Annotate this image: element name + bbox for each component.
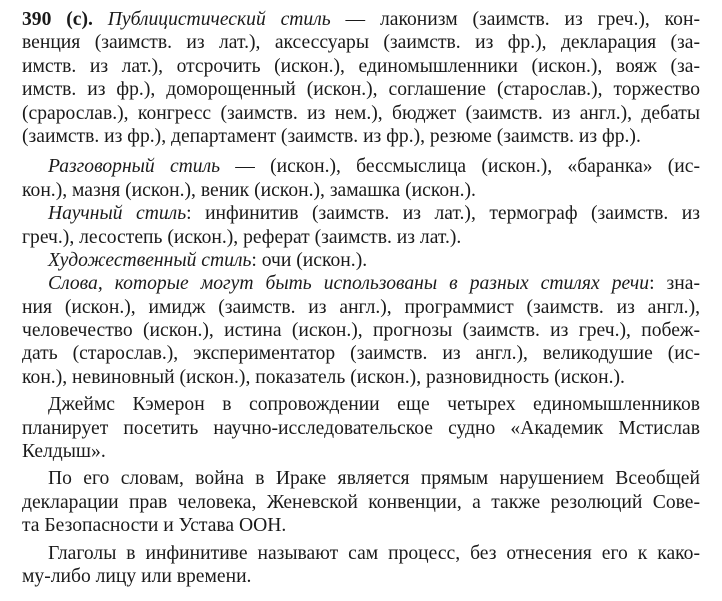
style-label-scientific: Научный стиль [48, 203, 187, 225]
sentence-1-line-3: Келдыш». [22, 441, 106, 463]
exercise-block [22, 8, 700, 148]
exercise-line-6: (заимств. из фр.), департамент (заимств. из фр.), резюме (заимств. из фр.). [22, 125, 641, 147]
sentence-paragraph-1 [22, 393, 700, 463]
scientific-line-1 [22, 202, 700, 225]
colloquial-line-1 [22, 155, 700, 178]
neutral-line-4: дать (старослав.), экспериментатор (заимств. из англ.), великодушие (ис- [22, 343, 700, 365]
exercise-line-4: имств. из фр.), доморощенный (искон.), соглашение (старослав.), торжество [22, 79, 700, 101]
style-label-publicist: Публицистический стиль [107, 9, 331, 30]
neutral-line-3: человечество (искон.), истина (искон.), прогнозы (заимств. из греч.), побеж- [22, 320, 700, 342]
sentence-3-line-2: му-либо лицу или времени. [22, 565, 252, 587]
neutral-line-1 [22, 272, 700, 295]
sentence-paragraph-3 [22, 542, 700, 589]
sentence-1-line-1: Джеймс Кэмерон в сопровождении еще четырех единомышленников [48, 394, 700, 416]
scientific-line-2: греч.), лесостепь (искон.), реферат (заимств. из лат.). [22, 226, 462, 248]
answer-text: : очи (искон.). [251, 249, 368, 271]
style-block-colloquial [22, 155, 700, 202]
answer-text: — лаконизм (заимств. из греч.), кон- [330, 9, 700, 30]
style-label-artistic: Художественный стиль [48, 249, 252, 271]
exercise-line-3: имств. из лат.), отсрочить (искон.), единомышленники (искон.), вояж (за- [22, 55, 700, 77]
style-label-colloquial: Разговорный стиль [48, 156, 221, 178]
exercise-number: 390 (с). [22, 9, 93, 30]
sentence-2-line-1: По его словам, война в Ираке является прямым нарушением Всеобщей [48, 468, 700, 490]
colloquial-line-2: кон.), мазня (искон.), веник (искон.), замашка (искон.). [22, 179, 476, 201]
exercise-line-2: венция (заимств. из лат.), аксессуары (заимств. из фр.), декларация (за- [22, 32, 700, 54]
answer-text: : инфинитив (заимств. из лат.), термограф (заимств. из [186, 203, 700, 225]
style-block-neutral [22, 272, 700, 389]
neutral-line-2: ния (искон.), имидж (заимств. из англ.), программист (заимств. из англ.), [22, 296, 700, 318]
style-label-neutral: Слова, которые могут быть использованы в разных стилях речи [48, 273, 650, 295]
answer-text: — (искон.), бессмыслица (искон.), «баранка» (ис- [220, 156, 701, 178]
exercise-line-5: (срарослав.), конгресс (заимств. из нем.), бюджет (заимств. из англ.), дебаты [22, 102, 700, 124]
sentence-2-line-2: декларации прав человека, Женевской конвенции, а также резолюций Сове- [22, 491, 700, 513]
answer-text: : зна- [649, 273, 700, 295]
sentence-1-line-2: планирует посетить научно-исследовательское судно «Академик Мстислав [22, 417, 700, 439]
sentence-paragraph-2 [22, 467, 700, 537]
sentence-3-line-1: Глаголы в инфинитиве называют сам процесс, без отнесения его к како- [48, 542, 700, 564]
style-block-scientific [22, 202, 700, 249]
exercise-line-1 [22, 8, 700, 31]
neutral-line-5: кон.), невиновный (искон.), показатель (искон.), разновидность (искон.). [22, 366, 625, 388]
style-block-artistic [22, 249, 700, 272]
sentence-2-line-3: та Безопасности и Устава ООН. [22, 515, 287, 537]
artistic-line-1 [22, 249, 700, 272]
